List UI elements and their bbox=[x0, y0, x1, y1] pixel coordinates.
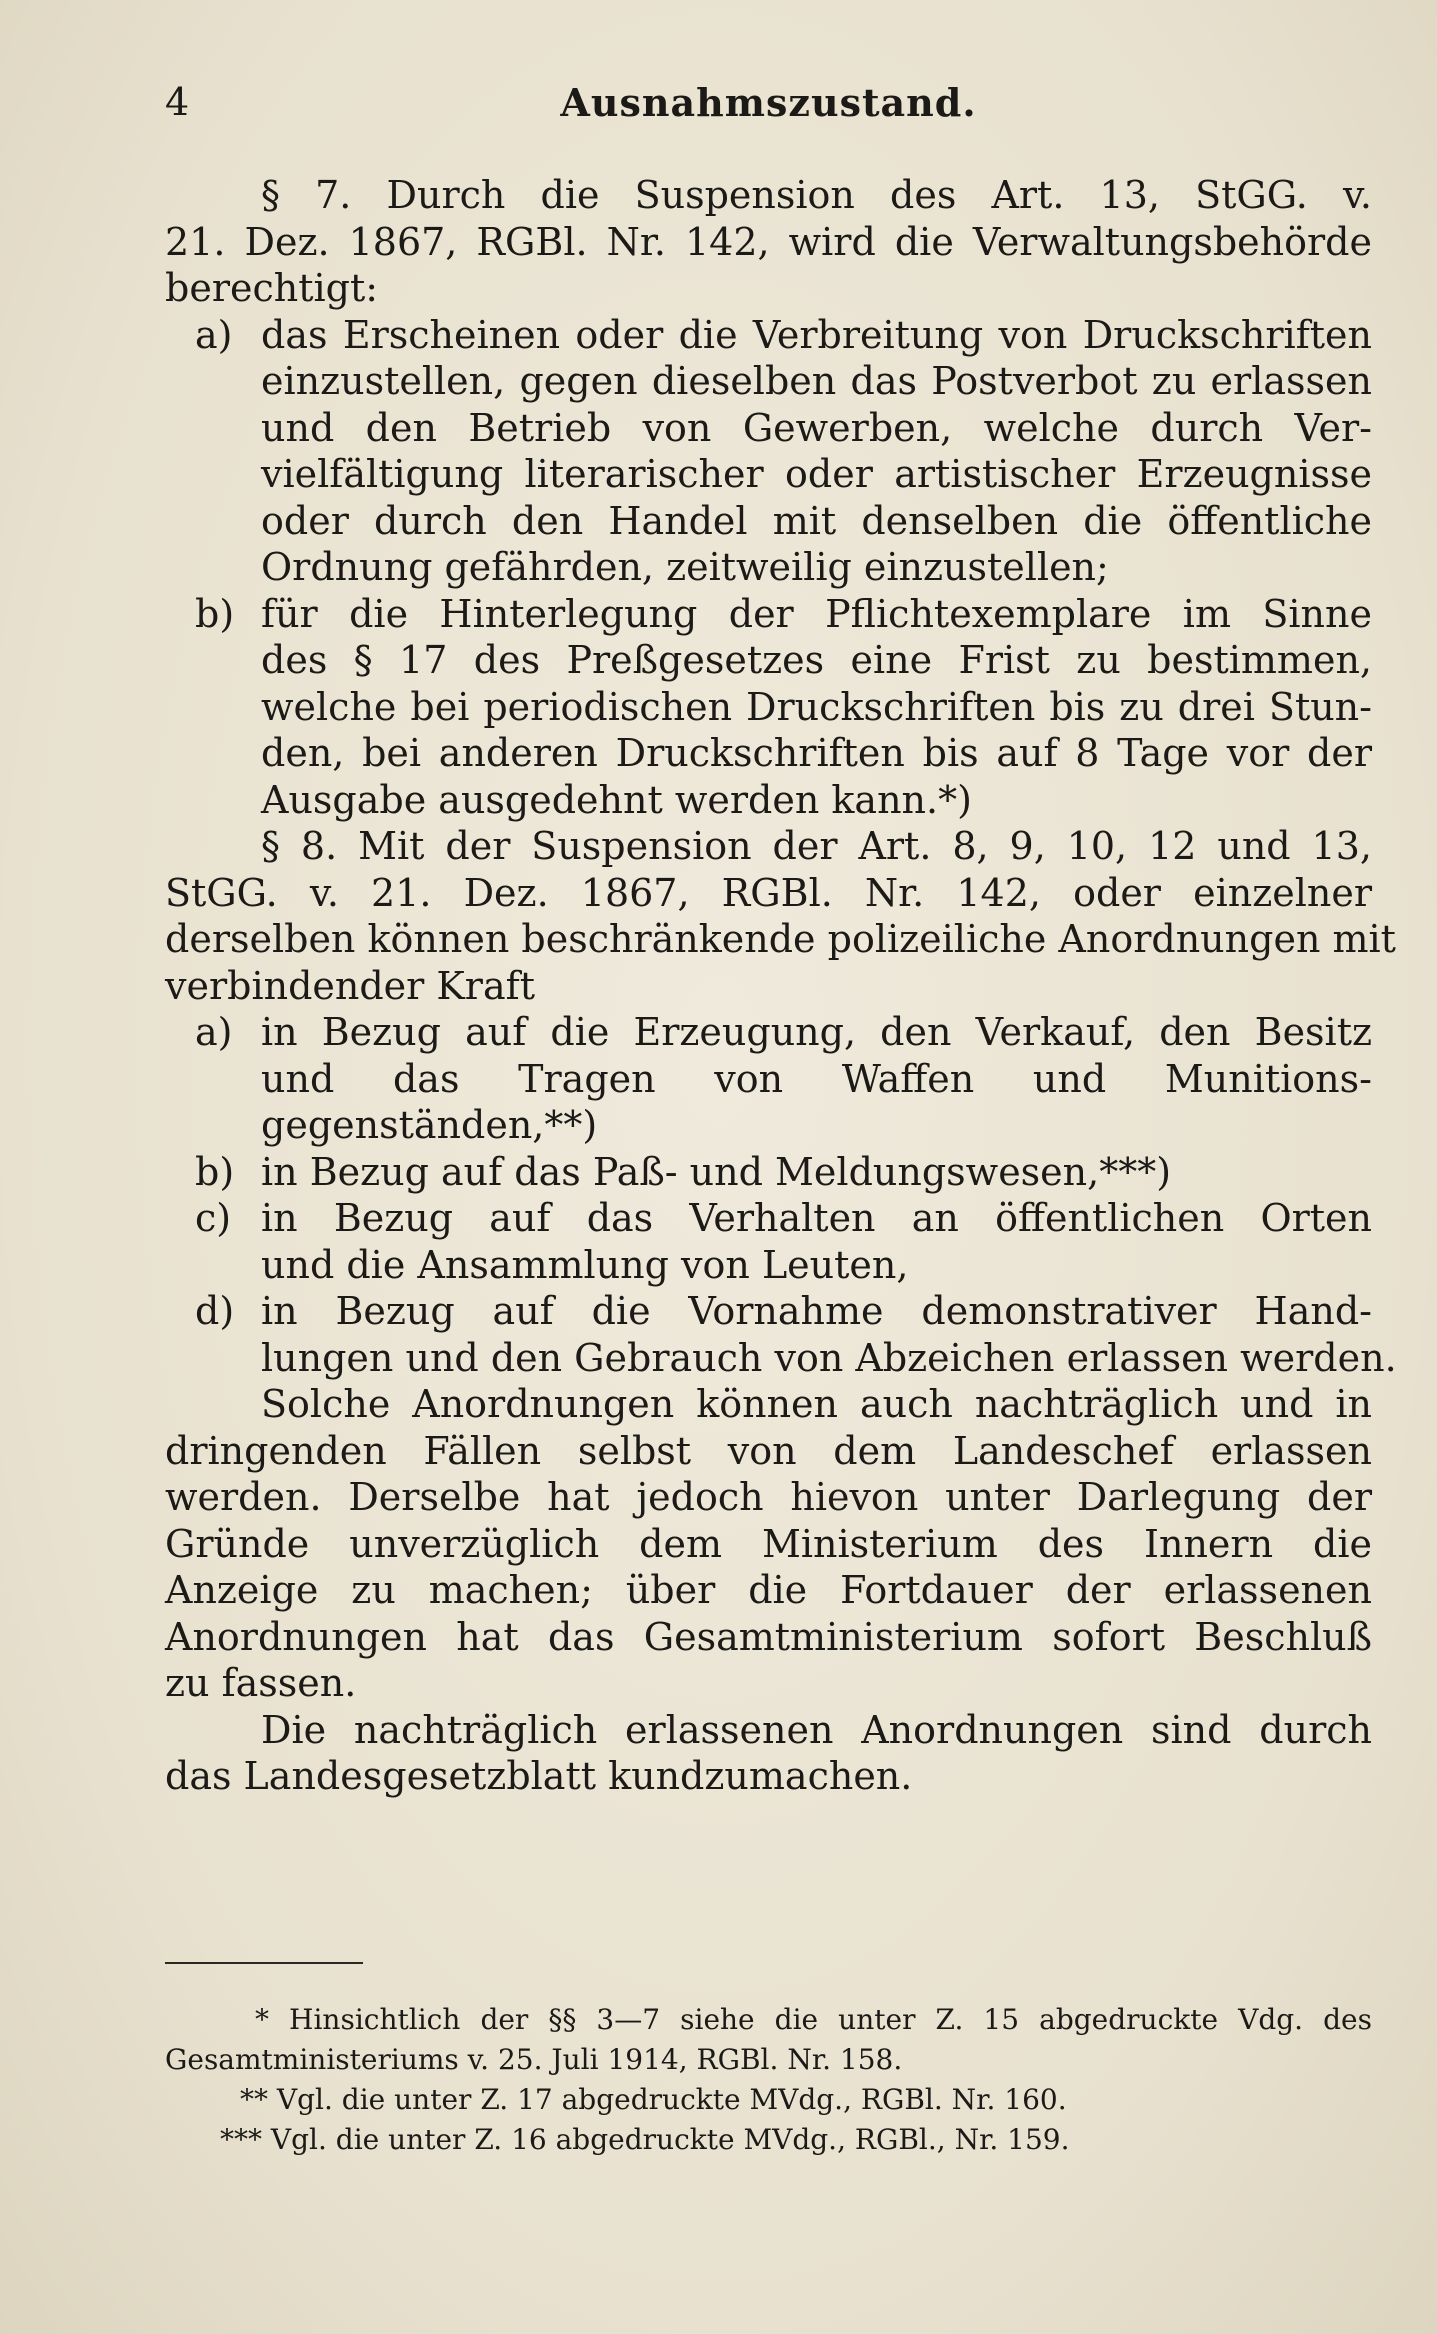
list-item-b bbox=[165, 1149, 1372, 1196]
footnote-3: *** Vgl. die unter Z. 16 abgedruckte MVdg., RGBl., Nr. 159. bbox=[220, 2123, 1070, 2156]
item-label: c) bbox=[195, 1196, 232, 1240]
text-line: den, bei anderen Druckschriften bis auf 8 Tage vor der bbox=[261, 731, 1372, 775]
text-line: vielfältigung literarischer oder artistischer Erzeugnisse bbox=[261, 452, 1372, 496]
footnotes bbox=[165, 2000, 1372, 2160]
text-line: Die nachträglich erlassenen Anordnungen sind durch bbox=[261, 1707, 1372, 1752]
section-8 bbox=[165, 823, 1397, 1800]
text-line: in Bezug auf die Erzeugung, den Verkauf, den Besitz bbox=[261, 1010, 1372, 1054]
item-label: a) bbox=[195, 312, 233, 357]
text-line: dringenden Fällen selbst von dem Landeschef erlassen bbox=[165, 1428, 1372, 1473]
text-line: einzustellen, gegen dieselben das Postverbot zu erlassen bbox=[261, 359, 1372, 403]
text-line: zu fassen. bbox=[165, 1661, 357, 1705]
item-label: b) bbox=[195, 1149, 235, 1194]
text-line: und das Tragen von Waffen und Munitions- bbox=[261, 1056, 1372, 1101]
text-line: das Erscheinen oder die Verbreitung von Druckschriften bbox=[261, 312, 1372, 357]
text-line: in Bezug auf das Paß- und Meldungswesen,***) bbox=[261, 1149, 1172, 1194]
text-line: Anordnungen hat das Gesamtministerium sofort Beschluß bbox=[165, 1614, 1372, 1659]
list-item-c bbox=[165, 1195, 1372, 1288]
text-line: lungen und den Gebrauch von Abzeichen erlassen werden. bbox=[261, 1335, 1397, 1380]
footnote-1-continued: Gesamtministeriums v. 25. Juli 1914, RGBl. Nr. 158. bbox=[165, 2043, 903, 2076]
item-label: a) bbox=[195, 1010, 233, 1054]
text-line: in Bezug auf die Vornahme demonstrativer Hand- bbox=[261, 1289, 1372, 1333]
text-line: für die Hinterlegung der Pflichtexemplare im Sinne bbox=[261, 591, 1372, 636]
page-header bbox=[165, 80, 1372, 140]
running-title: Ausnahmszustand. bbox=[560, 80, 977, 125]
text-line: 21. Dez. 1867, RGBl. Nr. 142, wird die Verwaltungsbehörde bbox=[165, 219, 1372, 264]
list-item-a bbox=[165, 1009, 1372, 1149]
footnote-2: ** Vgl. die unter Z. 17 abgedruckte MVdg., RGBl. Nr. 160. bbox=[240, 2083, 1067, 2116]
page-number: 4 bbox=[165, 80, 190, 124]
text-line: oder durch den Handel mit denselben die öffentliche bbox=[261, 498, 1372, 543]
list-item-d bbox=[165, 1288, 1397, 1381]
text-line: gegenständen,**) bbox=[261, 1103, 598, 1147]
list-item-a bbox=[165, 312, 1372, 591]
text-line: werden. Derselbe hat jedoch hievon unter Darlegung der bbox=[165, 1475, 1372, 1519]
text-line: § 7. Durch die Suspension des Art. 13, StGG. v. bbox=[261, 173, 1372, 217]
text-line: welche bei periodischen Druckschriften bis zu drei Stun- bbox=[261, 684, 1372, 729]
text-line: berechtigt: bbox=[165, 266, 379, 310]
text-line: derselben können beschränkende polizeiliche Anordnungen mit bbox=[165, 917, 1396, 961]
text-line: Anzeige zu machen; über die Fortdauer der erlassenen bbox=[165, 1568, 1372, 1612]
text-line: und die Ansammlung von Leuten, bbox=[261, 1242, 909, 1287]
section-7 bbox=[165, 172, 1372, 823]
text-line: Gründe unverzüglich dem Ministerium des Innern die bbox=[165, 1521, 1372, 1566]
text-line: Ordnung gefährden, zeitweilig einzustellen; bbox=[261, 545, 1109, 589]
text-line: Solche Anordnungen können auch nachträglich und in bbox=[261, 1382, 1372, 1426]
text-line: des § 17 des Preßgesetzes eine Frist zu bestimmen, bbox=[261, 638, 1372, 682]
item-label: b) bbox=[195, 591, 235, 636]
text-line: das Landesgesetzblatt kundzumachen. bbox=[165, 1754, 913, 1798]
footnote-divider bbox=[165, 1962, 363, 1964]
text-line: § 8. Mit der Suspension der Art. 8, 9, 10, 12 und 13, bbox=[261, 824, 1372, 868]
footnote-1: * Hinsichtlich der §§ 3—7 siehe die unter Z. 15 abgedruckte Vdg. des bbox=[255, 2003, 1372, 2036]
page-body bbox=[165, 172, 1397, 1800]
text-line: in Bezug auf das Verhalten an öffentlichen Orten bbox=[261, 1196, 1372, 1240]
item-label: d) bbox=[195, 1289, 235, 1333]
text-line: und den Betrieb von Gewerben, welche durch Ver- bbox=[261, 405, 1372, 450]
text-line: Ausgabe ausgedehnt werden kann.*) bbox=[261, 777, 972, 822]
text-line: verbindender Kraft bbox=[165, 963, 535, 1008]
text-line: StGG. v. 21. Dez. 1867, RGBl. Nr. 142, oder einzelner bbox=[165, 870, 1372, 915]
list-item-b bbox=[165, 591, 1372, 824]
